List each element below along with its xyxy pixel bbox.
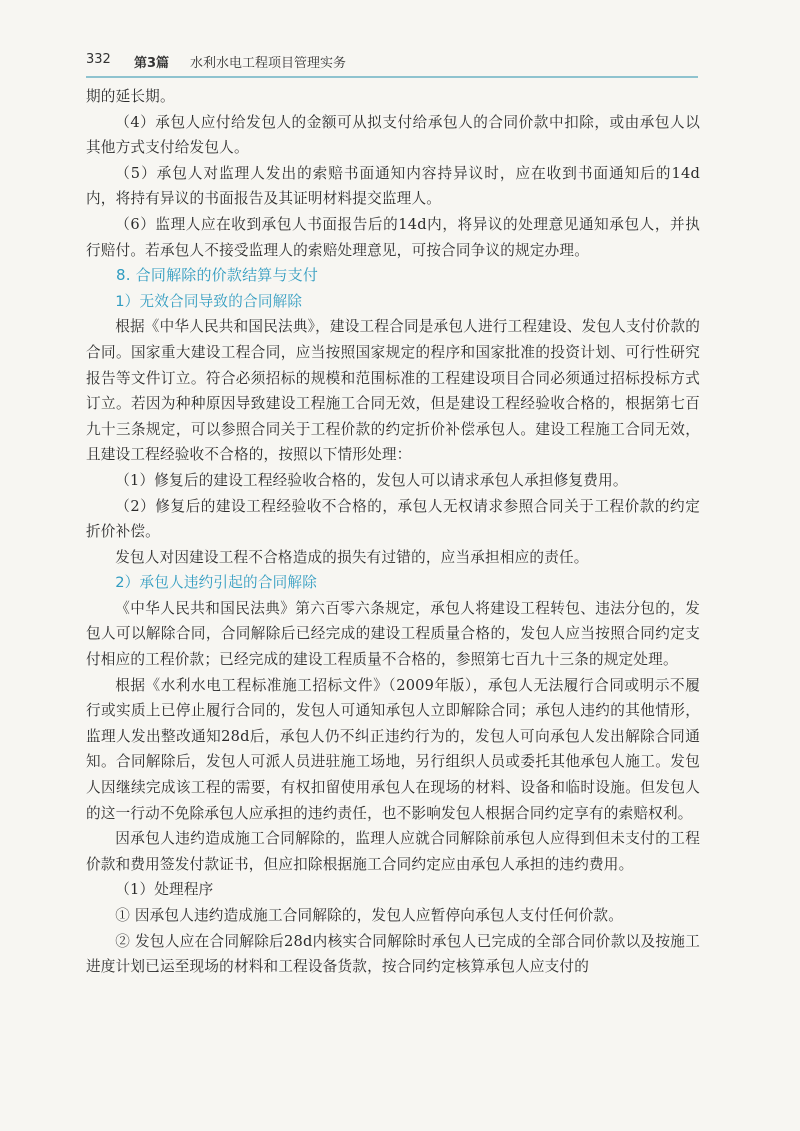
paragraph: （6）监理人应在收到承包人书面报告后的14d内，将异议的处理意见通知承包人，并执行赔付。若承包人不接受监理人的索赔处理意见，可按合同争议的规定办理。 — [86, 215, 700, 259]
header-rule — [86, 76, 698, 78]
paragraph: 发包人对因建设工程不合格造成的损失有过错的，应当承担相应的责任。 — [115, 548, 589, 566]
page-body — [86, 84, 700, 980]
book-title: 水利水电工程项目管理实务 — [190, 56, 347, 71]
paragraph: （4）承包人应付给发包人的金额可从拟支付给承包人的合同价款中扣除，或由承包人以其他方式支付给发包人。 — [86, 113, 700, 157]
subsection-heading: 2）承包人违约引起的合同解除 — [115, 574, 317, 592]
paragraph: 因承包人违约造成施工合同解除的，监理人应就合同解除前承包人应得到但未支付的工程价款和费用签发付款证书，但应扣除根据施工合同约定应由承包人承担的违约费用。 — [86, 830, 700, 873]
running-header — [86, 48, 706, 70]
paragraph: 根据《水利水电工程标准施工招标文件》（2009年版），承包人无法履行合同或明示不履行或实质上已停止履行合同的，发包人可通知承包人立即解除合同；承包人违约的其他情形，监理人发出整改通知28d后，承包人仍不纠正违约行为的，发包人可向承包人发出解除合同通知。合同解除后，发包人可派人员进驻施工场地，另行组织人员或委托其他承包人施工。发包人因继续完成该工程的需要，有权扣留使用承包人在现场的材料、设备和临时设施。但发包人的这一行动不免除承包人应承担的违约责任，也不影响发包人根据合同约定享有的索赔权利。 — [86, 676, 700, 822]
subsection-heading: 1）无效合同导致的合同解除 — [115, 292, 303, 310]
part-label: 第3篇 — [134, 56, 170, 71]
paragraph: ① 因承包人违约造成施工合同解除的，发包人应暂停向承包人支付任何价款。 — [115, 907, 624, 924]
paragraph: （1）修复后的建设工程经验收合格的，发包人可以请求承包人承担修复费用。 — [115, 471, 628, 489]
paragraph: 根据《中华人民共和国民法典》，建设工程合同是承包人进行工程建设、发包人支付价款的合同。国家重大建设工程合同，应当按照国家规定的程序和国家批准的投资计划、可行性研究报告等文件订立。符合必须招标的规模和范围标准的工程建设项目合同必须通过招标投标方式订立。若因为种种原因导致建设工程施工合同无效，但是建设工程经验收合格的，根据第七百九十三条规定，可以参照合同关于工程价款的约定折价补偿承包人。建设工程施工合同无效，且建设工程经验收不合格的，按照以下情形处理： — [86, 318, 700, 464]
paragraph: ② 发包人应在合同解除后28d内核实合同解除时承包人已完成的全部合同价款以及按施工进度计划已运至现场的材料和工程设备货款，按合同约定核算承包人应支付的 — [86, 932, 700, 976]
paragraph: 期的延长期。 — [86, 88, 175, 105]
paragraph: 《中华人民共和国民法典》第六百零六条规定，承包人将建设工程转包、违法分包的，发包人可以解除合同，合同解除后已经完成的建设工程质量合格的，发包人应当按照合同约定支付相应的工程价款；已经完成的建设工程质量不合格的，参照第七百九十三条的规定处理。 — [86, 599, 700, 669]
section-heading: 8. 合同解除的价款结算与支付 — [116, 266, 319, 285]
paragraph: （2）修复后的建设工程经验收不合格的，承包人无权请求参照合同关于工程价款的约定折价补偿。 — [86, 497, 700, 541]
paragraph: （1）处理程序 — [115, 881, 214, 899]
page-number: 332 — [86, 52, 111, 67]
paragraph: （5）承包人对监理人发出的索赔书面通知内容持异议时，应在收到书面通知后的14d内，将持有异议的书面报告及其证明材料提交监理人。 — [86, 164, 700, 208]
